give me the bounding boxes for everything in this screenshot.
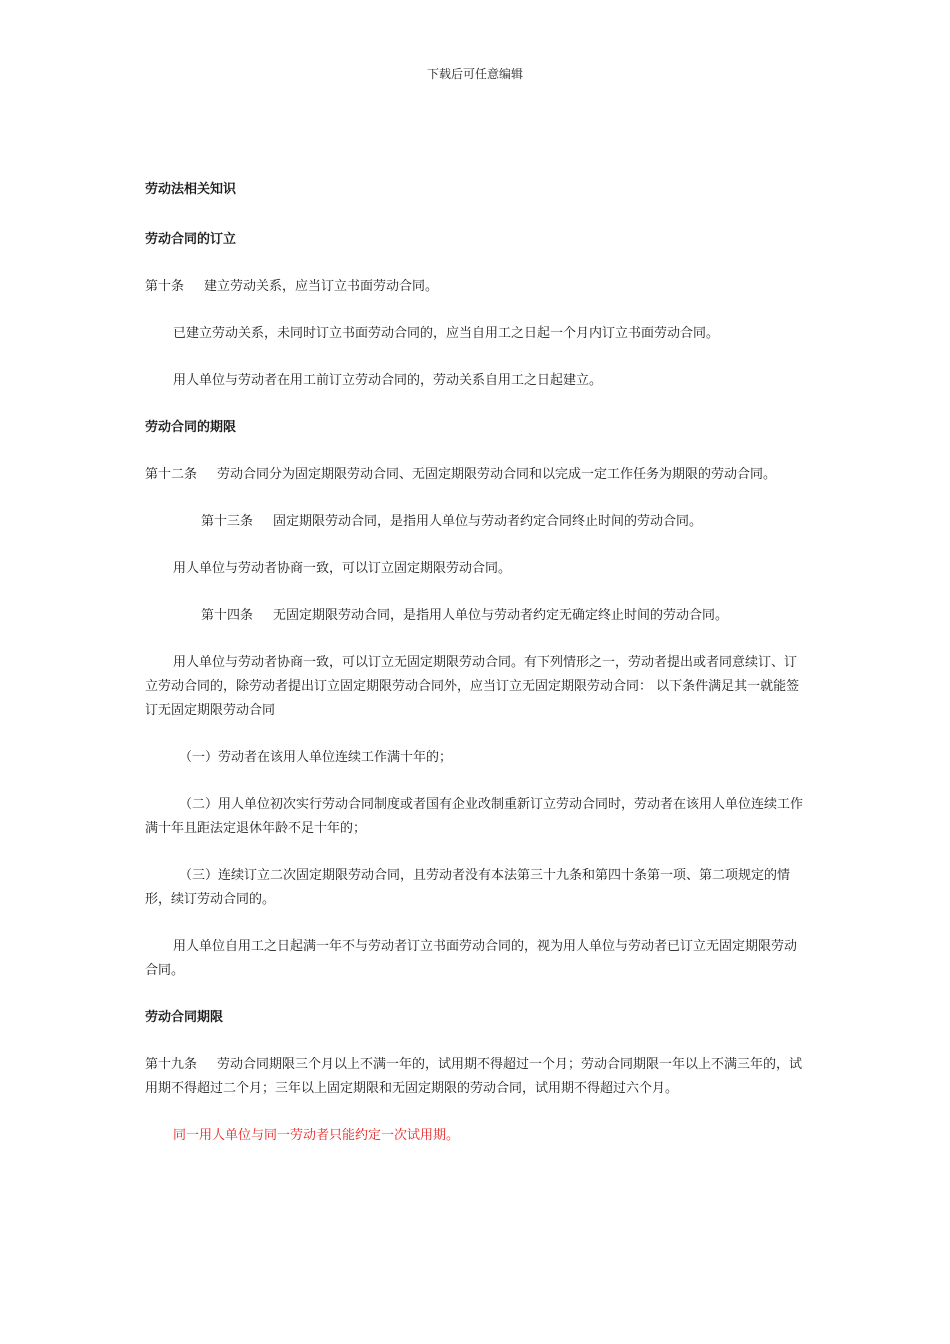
article-12-text: 劳动合同分为固定期限劳动合同、无固定期限劳动合同和以完成一定工作任务为期限的劳动合同。 [217, 467, 777, 482]
list-item: （二）用人单位初次实行劳动合同制度或者国有企业改制重新订立劳动合同时，劳动者在该用人单位连续工作满十年且距法定退休年龄不足十年的； [145, 797, 804, 836]
article-19-label: 第十九条 [145, 1057, 198, 1072]
article-12 [145, 463, 807, 487]
document-title: 劳动法相关知识 [145, 182, 237, 197]
article-14-text: 无固定期限劳动合同，是指用人单位与劳动者约定无确定终止时间的劳动合同。 [273, 608, 729, 623]
section-heading-contract-term: 劳动合同的期限 [145, 420, 237, 435]
section-heading-contract-period: 劳动合同期限 [145, 1010, 224, 1025]
list-item: （一）劳动者在该用人单位连续工作满十年的； [179, 750, 453, 765]
article-19-text: 劳动合同期限三个月以上不满一年的，试用期不得超过一个月；劳动合同期限一年以上不满三年的，试用期不得超过二个月；三年以上固定期限和无固定期限的劳动合同，试用期不得超过六个月。 [145, 1057, 803, 1096]
article-10 [145, 275, 807, 299]
article-10-label: 第十条 [145, 279, 185, 294]
paragraph: 已建立劳动关系，未同时订立书面劳动合同的，应当自用工之日起一个月内订立书面劳动合同。 [173, 326, 720, 341]
article-14 [145, 604, 807, 628]
article-13 [145, 510, 807, 534]
page-header-note: 下载后可任意编辑 [426, 67, 523, 81]
paragraph: 用人单位与劳动者在用工前订立劳动合同的，劳动关系自用工之日起建立。 [173, 373, 603, 388]
document-body [145, 178, 807, 1148]
article-13-text: 固定期限劳动合同，是指用人单位与劳动者约定合同终止时间的劳动合同。 [273, 514, 703, 529]
paragraph: 用人单位与劳动者协商一致，可以订立固定期限劳动合同。 [173, 561, 512, 576]
article-10-text: 建立劳动关系，应当订立书面劳动合同。 [204, 279, 439, 294]
list-item: （三）连续订立二次固定期限劳动合同，且劳动者没有本法第三十九条和第四十条第一项、第二项规定的情形，续订劳动合同的。 [145, 868, 791, 907]
highlighted-paragraph: 同一用人单位与同一劳动者只能约定一次试用期。 [173, 1128, 460, 1143]
section-heading-contract-formation: 劳动合同的订立 [145, 232, 237, 247]
article-19 [145, 1053, 807, 1101]
article-12-label: 第十二条 [145, 467, 198, 482]
paragraph: 用人单位自用工之日起满一年不与劳动者订立书面劳动合同的，视为用人单位与劳动者已订立无固定期限劳动合同。 [145, 939, 798, 978]
paragraph: 用人单位与劳动者协商一致，可以订立无固定期限劳动合同。有下列情形之一，劳动者提出或者同意续订、订立劳动合同的，除劳动者提出订立固定期限劳动合同外，应当订立无固定期限劳动合同： 以下条件满足其一就能签订无固定期限劳动合同 [145, 655, 800, 718]
article-13-label: 第十三条 [201, 514, 254, 529]
article-14-label: 第十四条 [201, 608, 254, 623]
